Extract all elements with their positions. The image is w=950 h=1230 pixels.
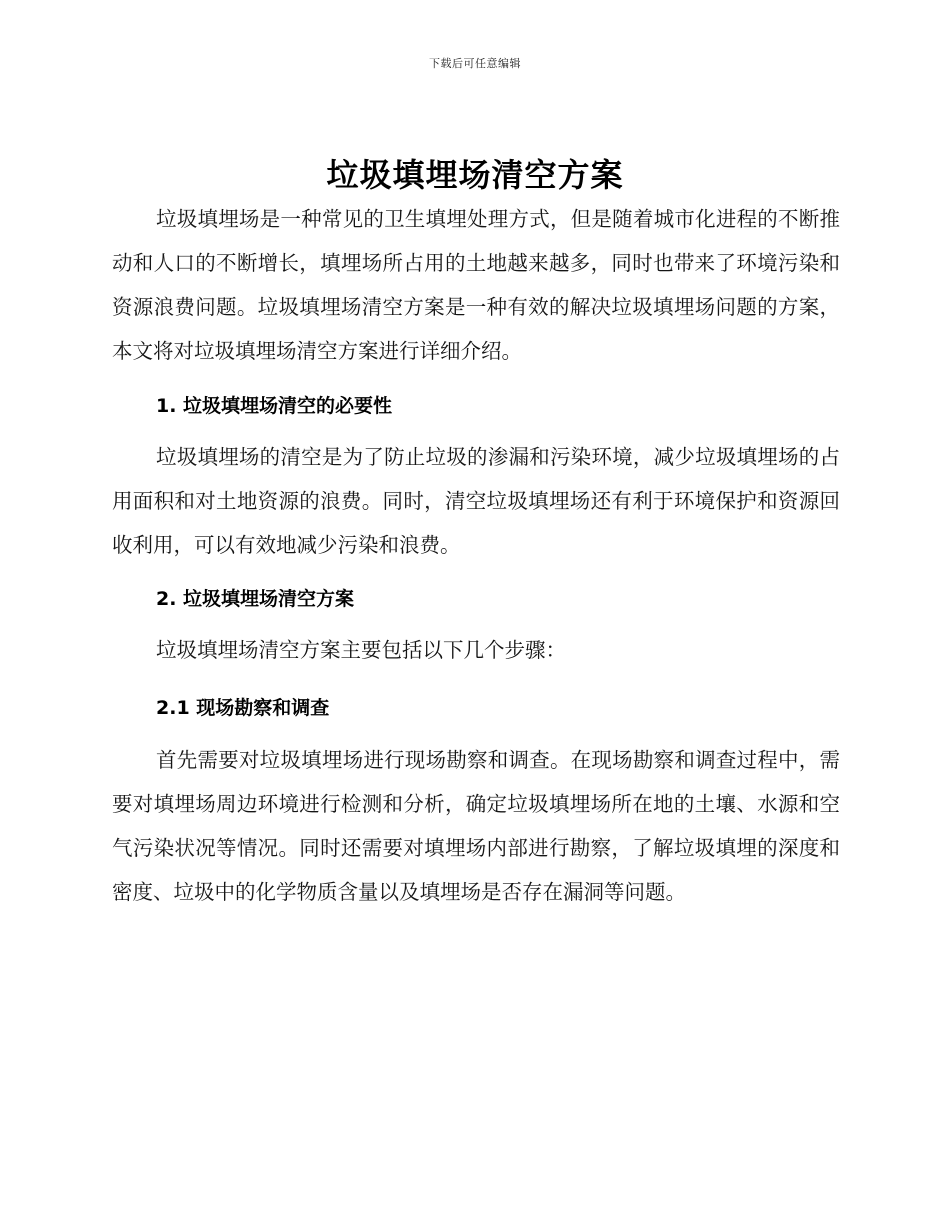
section-heading-necessity: 1. 垃圾填埋场清空的必要性 [156, 395, 393, 417]
section-paragraph-survey: 首先需要对垃圾填埋场进行现场勘察和调查。在现场勘察和调查过程中，需要对填埋场周边环境进行检测和分析，确定垃圾填埋场所在地的土壤、水源和空气污染状况等情况。同时还需要对填埋场内部进行勘察，了解垃圾填埋的深度和密度、垃圾中的化学物质含量以及填埋场是否存在漏洞等问题。 [112, 748, 840, 904]
section-paragraph-necessity: 垃圾填埋场的清空是为了防止垃圾的渗漏和污染环境，减少垃圾填埋场的占用面积和对土地资源的浪费。同时，清空垃圾填埋场还有利于环境保护和资源回收利用，可以有效地减少污染和浪费。 [112, 445, 840, 557]
intro-paragraph: 垃圾填埋场是一种常见的卫生填埋处理方式，但是随着城市化进程的不断推动和人口的不断增长，填埋场所占用的土地越来越多，同时也带来了环境污染和资源浪费问题。垃圾填埋场清空方案是一种有效的解决垃圾填埋场问题的方案，本文将对垃圾填埋场清空方案进行详细介绍。 [112, 207, 840, 363]
document-title: 垃圾填埋场清空方案 [326, 156, 624, 194]
section-heading-survey: 2.1 现场勘察和调查 [156, 697, 330, 719]
section-heading-plan: 2. 垃圾填埋场清空方案 [156, 588, 355, 610]
header-note: 下载后可任意编辑 [429, 57, 521, 70]
section-paragraph-plan: 垃圾填埋场清空方案主要包括以下几个步骤： [156, 638, 566, 662]
